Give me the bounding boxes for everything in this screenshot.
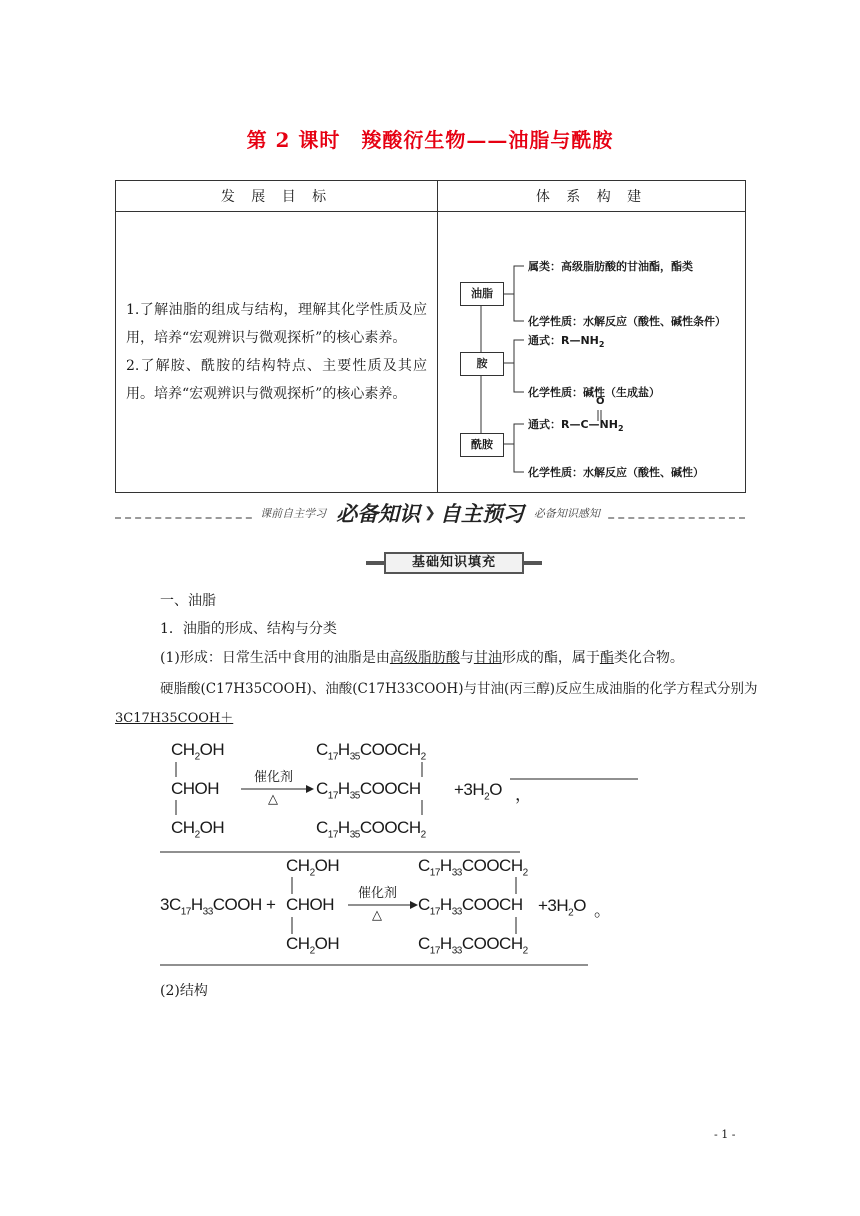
answer-glycerol: 甘油: [473, 650, 502, 666]
glycerol-c1: $CH_2OH$: [171, 740, 225, 763]
product-1-row-3: $C_{17}H_{35}COOCH_2$: [316, 818, 426, 841]
amide-carbonyl-oxygen: O: [596, 396, 605, 407]
paragraph-equations-intro: 硬脂酸(C17H35COOH)、油酸(C17H33COOH)与甘油(丙三醇)反应生成油脂的化学方程式分别为: [160, 681, 758, 697]
water-1: $+3H_2O$: [454, 780, 502, 803]
water-2: $+3H_2O$: [538, 896, 586, 919]
page-title: 第 2 课时 羧酸衍生物——油脂与酰胺: [246, 128, 614, 152]
banner-big-2: 自主预习: [436, 498, 528, 528]
answer-fatty-acid: 高级脂肪酸: [389, 650, 460, 666]
product-2-row-2: $C_{17}H_{33}COOCH$: [418, 895, 523, 918]
goal-1: 1.了解油脂的组成与结构，理解其化学性质及应用，培养“宏观辨识与微观探析”的核心素养。: [126, 302, 427, 346]
section-heading: 基础知识填充: [384, 552, 524, 574]
product-2-row-3: $C_{17}H_{33}COOCH_2$: [418, 934, 528, 957]
glycerol2-c3: $CH_2OH$: [286, 934, 340, 957]
node-amine: 胺: [460, 352, 504, 376]
heading-oils: 一、油脂: [160, 593, 216, 609]
amide-property-label: 化学性质：水解反应（酸性、碱性）: [528, 466, 704, 479]
product-1-row-2: $C_{17}H_{35}COOCH$: [316, 779, 421, 802]
goal-2: 2.了解胺、酰胺的结构特点、主要性质及其应用。培养“宏观辨识与微观探析”的核心素养。: [126, 358, 427, 402]
heading-structure: (2)结构: [160, 983, 208, 999]
amide-formula-label: 通式：$R—C—NH_2$: [528, 418, 624, 434]
oil-property-label: 化学性质：水解反应（酸性、碱性条件）: [528, 315, 726, 328]
equation-answer-start: 3C17H35COOH＋: [115, 711, 234, 726]
oleic-acid-reactant: $3C_{17}H_{33}COOH$ +: [160, 895, 276, 918]
glycerol-c2: CHOH: [171, 779, 220, 798]
page-number: - 1 -: [714, 1128, 736, 1141]
product-2-row-1: $C_{17}H_{33}COOCH_2$: [418, 856, 528, 879]
amine-formula-label: 通式：$R—NH_2$: [528, 334, 605, 350]
heat-label-1: △: [268, 792, 278, 807]
paragraph-formation: (1)形成：日常生活中食用的油脂是由高级脂肪酸与甘油形成的酯，属于酯类化合物。: [160, 650, 684, 666]
banner-arrow-icon: ❯: [424, 505, 436, 521]
eq1-end: ，: [515, 785, 532, 804]
eq2-end: 。: [594, 901, 611, 920]
catalyst-label-2: 催化剂: [358, 886, 398, 901]
catalyst-label-1: 催化剂: [254, 770, 294, 785]
answer-ester: 酯: [599, 650, 614, 666]
oil-class-label: 属类：高级脂肪酸的甘油酯，酯类: [528, 260, 693, 273]
amine-property-label: 化学性质：碱性（生成盐）: [528, 386, 660, 399]
banner-right-text: 必备知识感知: [528, 505, 606, 521]
node-amide: 酰胺: [460, 433, 504, 457]
heat-label-2: △: [372, 908, 382, 923]
banner-left-text: 课前自主学习: [254, 505, 332, 521]
banner-big-1: 必备知识: [332, 498, 424, 528]
product-1-row-1: $C_{17}H_{35}COOCH_2$: [316, 740, 426, 763]
heading-formation: 1．油脂的形成、结构与分类: [160, 621, 337, 637]
system-header: 体 系 构 建: [438, 181, 746, 212]
goals-header: 发 展 目 标: [116, 181, 438, 212]
node-oil: 油脂: [460, 282, 504, 306]
glycerol2-c1: $CH_2OH$: [286, 856, 340, 879]
glycerol2-c2: CHOH: [286, 895, 335, 914]
glycerol-c3: $CH_2OH$: [171, 818, 225, 841]
